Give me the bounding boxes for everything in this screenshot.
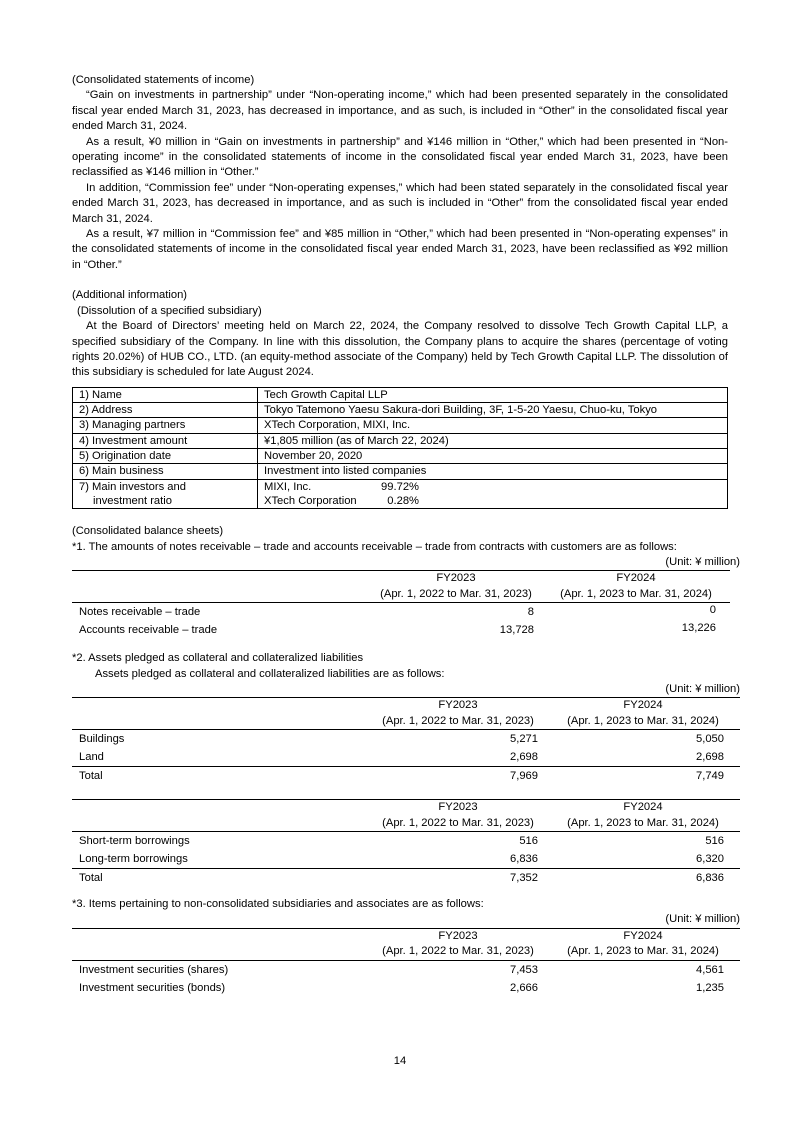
row-label: Total	[79, 770, 103, 783]
note-1: *1. The amounts of notes receivable – trade and accounts receivable – trade from contracts with customers are as follows:	[72, 540, 677, 553]
table-header	[72, 928, 740, 960]
row-value: Tech Growth Capital LLP	[258, 387, 728, 402]
table-header	[72, 571, 730, 603]
fy2023-value: 7,453	[510, 963, 538, 976]
table-header	[72, 698, 740, 730]
receivables-table	[72, 570, 730, 639]
pledged-assets-table	[72, 697, 740, 785]
table-row	[72, 850, 740, 869]
column-header-period: (Apr. 1, 2022 to Mar. 31, 2023)	[380, 587, 532, 600]
fy2023-value: 5,271	[510, 733, 538, 746]
table-row	[73, 418, 728, 433]
table-row	[72, 603, 730, 622]
row-label: Land	[79, 751, 104, 764]
row-label: Accounts receivable – trade	[79, 624, 218, 637]
fy2024-value: 6,320	[696, 852, 724, 865]
table-row	[72, 748, 740, 767]
note-3: *3. Items pertaining to non-consolidated subsidiaries and associates are as follows:	[72, 897, 484, 910]
row-label: Total	[79, 871, 103, 884]
unit-label: (Unit: ¥ million)	[665, 913, 740, 926]
fy2024-value: 2,698	[696, 751, 724, 764]
table-header	[72, 800, 740, 832]
fy2024-value: 13,226	[681, 622, 716, 635]
row-label: Short-term borrowings	[79, 834, 190, 847]
page-number: 14	[393, 1055, 407, 1067]
investor-line	[264, 494, 721, 508]
total-row	[72, 767, 740, 786]
income-paragraph: As a result, ¥0 million in “Gain on investments in partnership” and ¥146 million in “Other,” which had been presented in “Non-operating income” in the consolidated statements of income in the consolidated fiscal year ended March 31, 2023, have been reclassified as ¥146 million in “Other.”	[72, 135, 728, 179]
investor-name: XTech Corporation	[264, 494, 357, 507]
column-header-period: (Apr. 1, 2023 to Mar. 31, 2024)	[567, 714, 719, 727]
additional-subheading: (Dissolution of a specified subsidiary)	[77, 304, 262, 317]
fy2023-value: 2,666	[510, 981, 538, 994]
fy2023-value: 7,352	[510, 871, 538, 884]
column-header: FY2023	[436, 572, 476, 585]
investor-name: MIXI, Inc.	[264, 480, 312, 493]
row-label: Buildings	[79, 733, 125, 746]
table-row	[73, 464, 728, 479]
unit-label: (Unit: ¥ million)	[665, 682, 740, 695]
row-label: 4) Investment amount	[73, 433, 258, 448]
fy2023-value: 2,698	[510, 751, 538, 764]
row-label: 6) Main business	[73, 464, 258, 479]
fy2024-value: 5,050	[696, 733, 724, 746]
table-row	[73, 479, 728, 509]
fy2023-value: 7,969	[510, 770, 538, 783]
fy2023-value: 8	[527, 606, 534, 619]
column-header: FY2023	[438, 699, 478, 712]
table-row	[73, 448, 728, 463]
row-value: Tokyo Tatemono Yaesu Sakura-dori Building, 3F, 1-5-20 Yaesu, Chuo-ku, Tokyo	[258, 403, 728, 418]
document-body	[72, 73, 740, 997]
table-row	[72, 621, 730, 639]
affiliates-table	[72, 928, 740, 997]
column-header: FY2023	[438, 929, 478, 942]
row-label: Investment securities (bonds)	[79, 981, 226, 994]
row-label: 5) Origination date	[73, 448, 258, 463]
column-header-period: (Apr. 1, 2023 to Mar. 31, 2024)	[567, 945, 719, 958]
row-label: Investment securities (shares)	[79, 963, 229, 976]
note-2: *2. Assets pledged as collateral and collateralized liabilities	[72, 652, 364, 665]
subsidiary-table	[72, 387, 728, 509]
income-paragraph: “Gain on investments in partnership” under “Non-operating income,” which had been presented separately in the consolidated fiscal year ended March 31, 2023, has decreased in importance, and as such, is included in “Other” in the consolidated fiscal year ended March 31, 2024.	[72, 89, 728, 133]
fy2023-value: 13,728	[499, 624, 534, 637]
row-label: 3) Managing partners	[73, 418, 258, 433]
additional-heading: (Additional information)	[72, 289, 188, 302]
column-header-period: (Apr. 1, 2023 to Mar. 31, 2024)	[567, 816, 719, 829]
income-heading: (Consolidated statements of income)	[72, 74, 255, 86]
fy2023-value: 516	[519, 834, 538, 847]
fy2024-value: 6,836	[696, 871, 724, 884]
row-label: 1) Name	[73, 387, 258, 402]
column-header-period: (Apr. 1, 2022 to Mar. 31, 2023)	[382, 714, 534, 727]
balance-heading: (Consolidated balance sheets)	[72, 525, 224, 538]
fy2024-value: 1,235	[696, 981, 724, 994]
row-label: Notes receivable – trade	[79, 606, 201, 619]
table-row	[72, 960, 740, 979]
row-label: Long-term borrowings	[79, 852, 188, 865]
unit-label: (Unit: ¥ million)	[665, 555, 740, 568]
column-header-period: (Apr. 1, 2023 to Mar. 31, 2024)	[560, 587, 712, 600]
fy2024-value: 516	[705, 834, 724, 847]
table-row	[73, 387, 728, 402]
investor-ratio: 0.28%	[387, 494, 419, 507]
row-label	[73, 479, 258, 509]
column-header: FY2024	[623, 801, 663, 814]
row-label-line: 7) Main investors and	[79, 480, 186, 493]
total-row	[72, 868, 740, 887]
income-paragraph: As a result, ¥7 million in “Commission fee” and ¥85 million in “Other,” which had been presented in “Non-operating expenses” in the consolidated statements of income in the consolidated fiscal year ended March 31, 2023, have been reclassified as ¥92 million in “Other.”	[72, 228, 728, 271]
collateralized-liabilities-table	[72, 799, 740, 887]
table-row	[72, 831, 740, 850]
row-value: ¥1,805 million (as of March 22, 2024)	[258, 433, 728, 448]
column-header-period: (Apr. 1, 2022 to Mar. 31, 2023)	[382, 816, 534, 829]
column-header-period: (Apr. 1, 2022 to Mar. 31, 2023)	[382, 945, 534, 958]
fy2024-value: 0	[709, 604, 716, 617]
investor-line	[264, 480, 721, 494]
column-header: FY2024	[623, 929, 663, 942]
fy2024-value: 4,561	[696, 963, 724, 976]
table-row	[72, 730, 740, 749]
note-2-detail: Assets pledged as collateral and collateralized liabilities are as follows:	[95, 667, 445, 680]
row-value	[258, 479, 728, 509]
table-row	[73, 433, 728, 448]
investor-ratio: 99.72%	[381, 480, 419, 493]
income-paragraph: In addition, “Commission fee” under “Non-operating expenses,” which had been stated separately in the consolidated fiscal year ended March 31, 2023, has decreased in importance, and as such is included in “Other” from the consolidated fiscal year ended March 31, 2024.	[72, 181, 728, 225]
table-row	[73, 403, 728, 418]
column-header: FY2024	[616, 572, 656, 585]
fy2024-value: 7,749	[696, 770, 724, 783]
row-label: 2) Address	[73, 403, 258, 418]
dissolution-paragraph: At the Board of Directors’ meeting held on March 22, 2024, the Company resolved to dissolve Tech Growth Capital LLP, a specified subsidiary of the Company. In line with this dissolution, the Company plans to acquire the shares (percentage of voting rights 20.02%) of HUB CO., LTD. (an equity-method associate of the Company) held by Tech Growth Capital LLP. The dissolution of this subsidiary is scheduled for late August 2024.	[72, 320, 728, 379]
row-value: November 20, 2020	[258, 448, 728, 463]
row-label-line: investment ratio	[93, 494, 172, 507]
row-value: Investment into listed companies	[258, 464, 728, 479]
column-header: FY2024	[623, 699, 663, 712]
column-header: FY2023	[438, 801, 478, 814]
table-row	[72, 979, 740, 997]
fy2023-value: 6,836	[510, 852, 538, 865]
row-value: XTech Corporation, MIXI, Inc.	[258, 418, 728, 433]
